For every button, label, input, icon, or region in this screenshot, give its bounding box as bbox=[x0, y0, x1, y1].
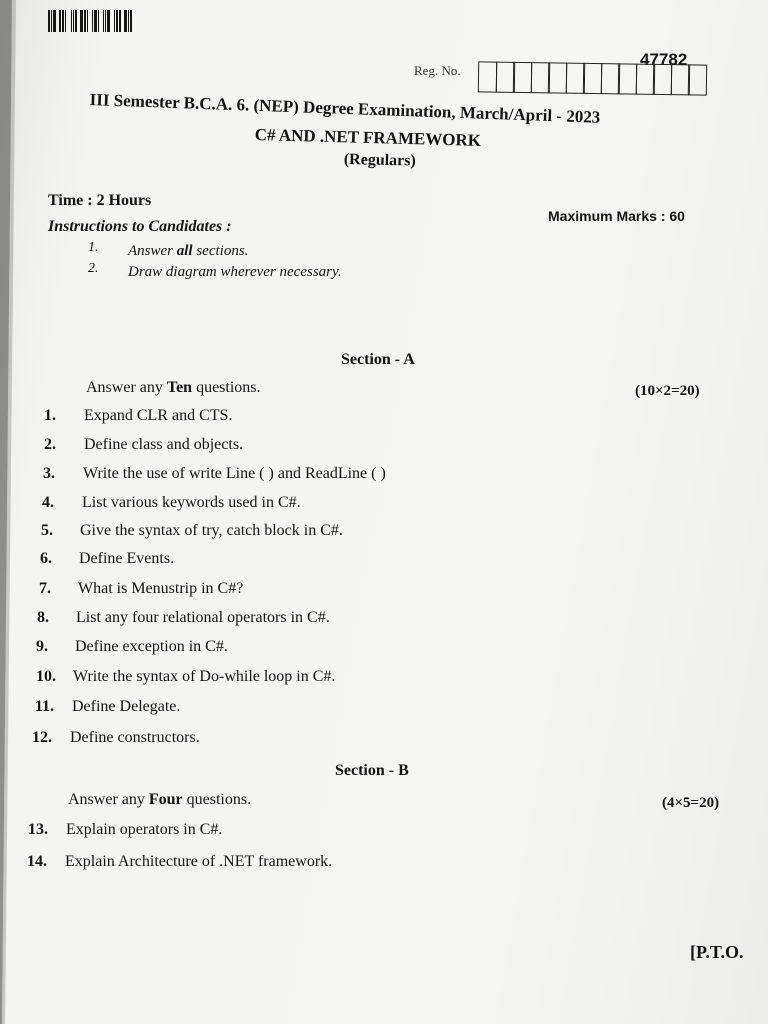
question-number: 1. bbox=[44, 407, 56, 424]
instructions-heading: Instructions to Candidates : bbox=[48, 218, 232, 235]
instruction-item: Answer all sections. bbox=[128, 243, 249, 259]
barcode-bar bbox=[124, 10, 127, 32]
question-text: Explain operators in C#. bbox=[66, 821, 223, 838]
reg-no-label: Reg. No. bbox=[414, 63, 461, 78]
exam-title: III Semester B.C.A. 6. (NEP) Degree Examination, March/April - 2023 bbox=[89, 90, 601, 127]
paper-code: 47782 bbox=[640, 50, 688, 69]
question-text: Write the syntax of Do-while loop in C#. bbox=[73, 668, 336, 685]
section-b-instruction: Answer any Four questions. bbox=[68, 791, 252, 808]
barcode-bar bbox=[87, 10, 88, 32]
barcode-bar bbox=[128, 10, 129, 32]
barcode-bar bbox=[57, 10, 58, 32]
reg-no-boxes bbox=[478, 61, 706, 95]
barcode-bar bbox=[53, 10, 56, 32]
instruction-number: 2. bbox=[88, 261, 99, 276]
barcode-bar bbox=[98, 10, 99, 32]
barcode-bar bbox=[103, 10, 104, 32]
section-b-marks: (4×5=20) bbox=[662, 795, 720, 811]
question-number: 9. bbox=[36, 638, 48, 655]
time-label: Time : 2 Hours bbox=[48, 192, 152, 209]
barcode-bar bbox=[114, 10, 115, 32]
section-a-marks: (10×2=20) bbox=[635, 383, 700, 399]
question-text: Explain Architecture of .NET framework. bbox=[65, 853, 333, 870]
barcode-bar bbox=[105, 10, 106, 32]
barcode-bar bbox=[48, 10, 50, 32]
barcode-bar bbox=[130, 10, 132, 32]
instruction-number: 1. bbox=[88, 240, 99, 255]
question-text: Define Events. bbox=[79, 550, 175, 567]
barcode-bar bbox=[111, 10, 113, 32]
question-text: Define Delegate. bbox=[72, 698, 181, 715]
barcode-bar bbox=[119, 10, 121, 32]
barcode-bar bbox=[107, 10, 110, 32]
regulars-label: (Regulars) bbox=[343, 151, 416, 170]
question-text: Define exception in C#. bbox=[75, 638, 228, 655]
question-number: 14. bbox=[27, 853, 47, 870]
barcode-bar bbox=[92, 10, 93, 32]
barcode-bar bbox=[100, 10, 102, 32]
question-number: 4. bbox=[42, 494, 54, 511]
barcode-bar bbox=[71, 10, 72, 32]
barcode-bar bbox=[75, 10, 77, 32]
question-number: 2. bbox=[44, 436, 56, 453]
question-text: List any four relational operators in C#. bbox=[76, 609, 330, 626]
barcode-bar bbox=[62, 10, 64, 32]
question-number: 10. bbox=[36, 668, 56, 685]
barcode-bar bbox=[116, 10, 118, 32]
question-number: 13. bbox=[28, 821, 48, 838]
barcode bbox=[48, 10, 134, 32]
barcode-bar bbox=[84, 10, 86, 32]
section-b-title: Section - B bbox=[335, 762, 409, 779]
question-number: 5. bbox=[41, 522, 53, 539]
barcode-bar bbox=[133, 10, 134, 32]
question-number: 6. bbox=[40, 550, 52, 567]
barcode-bar bbox=[89, 10, 91, 32]
barcode-bar bbox=[67, 10, 70, 32]
question-number: 12. bbox=[32, 729, 52, 746]
question-text: Give the syntax of try, catch block in C#. bbox=[80, 522, 343, 539]
barcode-bar bbox=[78, 10, 79, 32]
question-number: 8. bbox=[37, 609, 49, 626]
question-number: 7. bbox=[39, 580, 51, 597]
question-text: Expand CLR and CTS. bbox=[84, 407, 233, 424]
barcode-bar bbox=[65, 10, 66, 32]
subject-title: C# AND .NET FRAMEWORK bbox=[254, 125, 482, 150]
question-text: List various keywords used in C#. bbox=[82, 494, 301, 511]
barcode-bar bbox=[80, 10, 83, 32]
pto-label: [P.T.O. bbox=[690, 942, 744, 962]
question-text: Define constructors. bbox=[70, 729, 200, 746]
question-text: Define class and objects. bbox=[84, 436, 244, 453]
barcode-bar bbox=[59, 10, 61, 32]
barcode-bar bbox=[94, 10, 97, 32]
section-a-instruction: Answer any Ten questions. bbox=[86, 379, 261, 396]
barcode-bar bbox=[51, 10, 52, 32]
section-a-title: Section - A bbox=[341, 351, 415, 368]
question-number: 11. bbox=[34, 698, 54, 715]
question-number: 3. bbox=[43, 465, 55, 482]
max-marks-label: Maximum Marks : 60 bbox=[548, 208, 685, 224]
barcode-bar bbox=[73, 10, 74, 32]
barcode-bar bbox=[122, 10, 123, 32]
question-text: What is Menustrip in C#? bbox=[78, 580, 244, 597]
question-text: Write the use of write Line ( ) and ReadLine ( ) bbox=[83, 465, 386, 482]
instruction-item: Draw diagram wherever necessary. bbox=[128, 264, 342, 280]
